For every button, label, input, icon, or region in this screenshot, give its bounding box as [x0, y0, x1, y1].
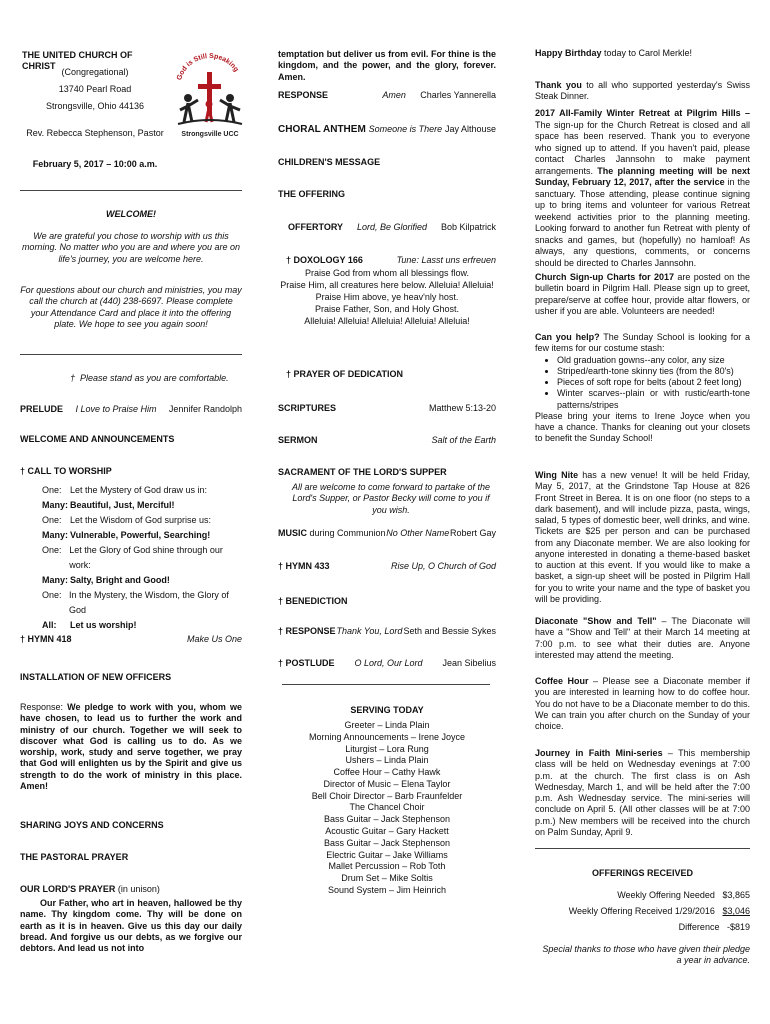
serving-item: Director of Music – Elena Taylor — [323, 778, 451, 789]
doxology-line: Alleluia! Alleluia! Alleluia! Alleluia! Alleluia! — [304, 315, 470, 326]
litany-line — [42, 498, 242, 513]
hymn433-title: Rise Up, O Church of God — [390, 561, 496, 571]
response2-composer: Seth and Bessie Sykes — [403, 626, 496, 636]
litany-text: Let the Wisdom of God surprise us: — [70, 515, 212, 526]
offertory-composer: Bob Kilpatrick — [440, 222, 496, 232]
litany-speaker: One: — [42, 515, 62, 526]
divider — [20, 354, 242, 355]
welcome-text: We are grateful you chose to worship with us this morning. No matter who you are and where you are on life's journey, you are welcome here. — [21, 231, 241, 264]
dedication-label: † PRAYER OF DEDICATION — [286, 369, 404, 379]
litany-speaker: One: — [42, 590, 62, 601]
sermon-title: Salt of the Earth — [431, 435, 496, 445]
litany-text: In the Mystery, the Wisdom, the Glory of God — [69, 590, 229, 616]
litany-text: Let the Glory of God shine through our work: — [69, 545, 223, 571]
coffee-hour-note: Coffee Hour – Please see a Diaconate member if you are interested in learning how to do coffee hour. You do not have to be a Diaconate member to do this. We can train you after church on the Sunday of your choice. — [535, 676, 751, 731]
help-item: • Old graduation gowns--any color, any size — [557, 355, 750, 366]
hymn418-label: † HYMN 418 — [20, 634, 72, 644]
welcome-questions: For questions about our church and ministries, you may call the church at (440) 238-6697. Please complete your Attendance Card and place it into the offering plate. We hope to see you again soon! — [20, 285, 242, 329]
church-name: THE UNITED CHURCH OF CHRIST — [22, 50, 133, 72]
offertory-label: OFFERTORY — [288, 222, 344, 232]
show-and-tell-note: Diaconate "Show and Tell" – The Diaconate will have a "Show and Tell" at their March 14 meeting at 7:00 p.m. to see what their duties are. Anyone interested may attend the meeting. — [535, 616, 750, 660]
anthem-title: Someone is There — [368, 124, 443, 134]
help-items — [535, 355, 750, 411]
litany-line — [42, 483, 242, 498]
litany-line — [42, 573, 242, 588]
church-denomination: (Congregational) — [61, 67, 129, 77]
postlude-row — [278, 658, 496, 669]
litany-speaker: Many: — [42, 575, 69, 586]
doxology-line: Praise Him above, ye heav'nly host. — [315, 291, 459, 302]
doxology-line: Praise Him, all creatures here below. Alleluia! Alleluia! — [280, 279, 494, 290]
scriptures-ref: Matthew 5:13-20 — [428, 403, 496, 413]
scriptures-row — [278, 403, 496, 414]
help-item: • Pieces of soft rope for belts (about 2 feet long) — [557, 377, 750, 388]
serving-item: Mallet Percussion – Rob Toth — [328, 861, 446, 872]
doxology-row — [286, 255, 496, 266]
offering-difference: Difference -$819 — [678, 922, 750, 932]
service-date: February 5, 2017 – 10:00 a.m. — [32, 159, 158, 169]
serving-item: Bell Choir Director – Barb Fraunfelder — [311, 790, 463, 801]
installation-response: Response: We pledge to work with you, whom we have chosen, to lead us to further the work and ministry of our church. Together we will seek to discover what God is calling us to do. As we worship, work, study and serve together, we pray that God will enlighten us by the Spirit and give us strength to do the work of ministry in this place. Amen! — [20, 702, 242, 791]
serving-heading: SERVING TODAY — [350, 705, 424, 715]
serving-item: Acoustic Guitar – Gary Hackett — [325, 826, 449, 837]
serving-item: Liturgist – Lora Rung — [345, 743, 429, 754]
hymn418-row — [20, 634, 242, 645]
anthem-label: CHORAL ANTHEM — [278, 124, 366, 135]
help-note: Can you help? The Sunday School is looking for a few items for our costume stash: • Old graduation gowns--any color, any size • Striped/earth-tone skinny ties (from the 80's) • Pieces of soft rope for belts (about 2 feet long) • Winter scarves--plain or with rustic/earth-tone patterns/stripes Please bring your items to Irene Joyce when you have a chance. Thanks for cleaning out your closets to benefit the Sunday School! — [535, 332, 750, 445]
serving-item: Bass Guitar – Jack Stephenson — [323, 814, 451, 825]
announcements-label: WELCOME AND ANNOUNCEMENTS — [20, 434, 175, 444]
logo-caption: Strongsville UCC — [181, 131, 239, 138]
litany-speaker: One: — [42, 545, 62, 556]
litany-line — [42, 513, 242, 528]
music-composer: Robert Gay — [449, 528, 496, 538]
journey-note: Journey in Faith Mini-series – This membership class will be held on Wednesday evenings at 7:00 p.m. at the church. The first class is on Ash Wednesday, March 1, and will be held after the 7:00 p.m. Ash Wednesday service. The mini-series will conclude on April 5. (All other classes will be at 7:00 p.m.) New members will be received into the church on Palm Sunday, April 9. — [535, 748, 750, 837]
litany-line — [42, 543, 242, 573]
church-city: Strongsville, Ohio 44136 — [45, 101, 145, 111]
benediction-label: † BENEDICTION — [278, 596, 348, 606]
installation-label: INSTALLATION OF NEW OFFICERS — [20, 672, 172, 682]
help-item: • Striped/earth-tone skinny ties (from the 80's) — [557, 366, 750, 377]
response-label: RESPONSE — [278, 90, 329, 100]
help-item: • Winter scarves--plain or with rustic/earth-tone patterns/stripes — [557, 388, 750, 411]
divider — [282, 684, 490, 685]
help-end: Please bring your items to Irene Joyce when you have a chance. Thanks for cleaning out your closets to benefit the Sunday School! — [535, 410, 750, 444]
wing-nite-note: Wing Nite has a new venue! It will be held Friday, May 5, 2017, at the Grindstone Tap House at 826 Front Street in Berea. It is on one floor (no steps to a dark basement), and will include pizza, pasta, wings, salad, 5 types of domestic beer, well drinks, and wine. Tickets are $25 per person and can be purchased from any Diaconate member. We are also looking for anyone interested in donating a theme-based basket to auction at this event. If you would like to make a basket, a sign-up sheet will be posted in Pilgrim Hall for you to write your name and the type of basket you will be providing. — [535, 470, 750, 604]
response-title: Amen — [382, 90, 406, 100]
doxology-label: † DOXOLOGY 166 — [286, 255, 363, 265]
music-label: MUSIC during Communion — [278, 528, 386, 538]
hymn433-label: † HYMN 433 — [278, 561, 330, 571]
litany-speaker: All: — [42, 620, 57, 631]
pastor-name: Rev. Rebecca Stephenson, Pastor — [26, 128, 164, 138]
lords-prayer-continued: temptation but deliver us from evil. For thine is the kingdom, and the power, and the glory, forever. Amen. — [278, 49, 496, 82]
response2-row — [278, 626, 496, 637]
postlude-label: † POSTLUDE — [278, 658, 335, 668]
music-row — [278, 528, 496, 539]
doxology-tune: Tune: Lasst uns erfreuen — [396, 255, 496, 265]
litany-speaker: One: — [42, 485, 62, 495]
litany-text: Salty, Bright and Good! — [70, 575, 170, 586]
sermon-row — [278, 435, 496, 446]
response-composer: Charles Yannerella — [420, 90, 496, 100]
doxology-line: Praise God from whom all blessings flow. — [304, 268, 470, 278]
sacrament-note: All are welcome to come forward to partake of the Lord's Supper, or Pastor Becky will come to you if you wish. — [291, 482, 491, 515]
church-logo-image — [170, 50, 250, 145]
doxology-text — [278, 268, 496, 328]
call-to-worship-label: † CALL TO WORSHIP — [20, 466, 112, 476]
sacrament-label: SACRAMENT OF THE LORD'S SUPPER — [278, 467, 447, 477]
response2-label: † RESPONSE — [278, 626, 336, 636]
serving-item: Sound System – Jim Heinrich — [327, 884, 447, 895]
prelude-row — [20, 404, 242, 415]
music-title: No Other Name — [386, 528, 450, 538]
litany-text: Let us worship! — [70, 620, 137, 631]
serving-list — [278, 720, 496, 897]
serving-item: Coffee Hour – Cathy Hawk — [333, 767, 441, 778]
response-row — [278, 90, 496, 101]
postlude-title: O Lord, Our Lord — [354, 658, 423, 668]
scriptures-label: SCRIPTURES — [278, 403, 337, 413]
offering-received: Weekly Offering Received 1/29/2016 $3,046 — [568, 906, 750, 916]
childrens-message-label: CHILDREN'S MESSAGE — [278, 157, 381, 167]
prelude-composer: Jennifer Randolph — [168, 404, 242, 414]
lords-prayer-label: OUR LORD'S PRAYER (in unison) — [20, 884, 160, 894]
birthday-note: Happy Birthday today to Carol Merkle! — [535, 48, 693, 58]
offertory-title: Lord, Be Glorified — [356, 222, 428, 232]
litany-text: Vulnerable, Powerful, Searching! — [70, 530, 211, 541]
serving-item: Greeter – Linda Plain — [344, 720, 430, 730]
call-to-worship-litany — [42, 483, 242, 633]
litany-line — [42, 618, 242, 633]
stand-note: † Please stand as you are comfortable. — [70, 373, 229, 383]
offerings-heading: OFFERINGS RECEIVED — [591, 868, 693, 878]
lords-prayer-text: Our Father, who art in heaven, hallowed be thy name. Thy kingdom come. Thy will be done on earth as it is in heaven. Give us this day our daily bread. And forgive us our debts, as we forgive our debtors. And lead us not into — [20, 898, 242, 953]
pledge-note: Special thanks to those who have given their pledge a year in advance. — [542, 944, 750, 966]
serving-item: Bass Guitar – Jack Stephenson — [323, 837, 451, 848]
svg-text:God is Still Speaking: God is Still Speaking — [176, 52, 240, 82]
divider — [20, 190, 242, 191]
sermon-label: SERMON — [278, 435, 318, 445]
pastoral-prayer-label: THE PASTORAL PRAYER — [20, 852, 129, 862]
joys-concerns-label: SHARING JOYS AND CONCERNS — [20, 820, 164, 830]
signup-note: Church Sign-up Charts for 2017 are posted on the bulletin board in Pilgrim Hall. Please sign up to greet, prepare/serve at coffee hour, provide altar flowers, or usher if you are able. Volunteers are needed! — [535, 272, 750, 316]
offertory-row — [288, 222, 496, 233]
welcome-heading: WELCOME! — [106, 209, 156, 219]
serving-item: Ushers – Linda Plain — [345, 755, 429, 766]
prelude-title: I Love to Praise Him — [75, 404, 157, 414]
litany-speaker: Many: — [42, 530, 69, 541]
offering-label: THE OFFERING — [278, 189, 345, 199]
postlude-composer: Jean Sibelius — [442, 658, 496, 668]
anthem-composer: Jay Althouse — [444, 124, 496, 134]
retreat-note: 2017 All-Family Winter Retreat at Pilgrim Hills – The sign-up for the Church Retreat is closed and all space has been reserved. Thank you to everyone who signed up to attend. If you haven't paid, please contact Charles Jannsohn to make payment arrangements. The planning meeting will be next Sunday, February 12, 2017, after the service in the sanctuary. Those attending, please continue signing up to bring items and volunteer for various Retreat weekend activities prior to the planning meeting. Looking forward to another fun Retreat with plenty of snacks and games, but (hopefully) no hamloaf! As always, any questions, comments, or concerns should be directed to Charles Jannsohn. — [535, 108, 751, 268]
divider — [535, 848, 750, 849]
serving-item: Morning Announcements – Irene Joyce — [308, 731, 466, 742]
hymn433-row — [278, 561, 496, 572]
church-logo — [170, 50, 250, 145]
litany-line — [42, 528, 242, 543]
litany-line — [42, 588, 242, 618]
serving-item: The Chancel Choir — [349, 802, 425, 813]
doxology-line: Praise Father, Son, and Holy Ghost. — [314, 303, 460, 314]
litany-text: Beautiful, Just, Merciful! — [70, 500, 175, 511]
offering-needed: Weekly Offering Needed $3,865 — [617, 890, 750, 900]
litany-text: Let the Mystery of God draw us in: — [70, 485, 208, 495]
hymn418-title: Make Us One — [186, 634, 242, 644]
anthem-row — [278, 124, 496, 137]
church-address: 13740 Pearl Road — [58, 84, 132, 94]
serving-item: Drum Set – Mike Soltis — [341, 873, 433, 884]
response2-title: Thank You, Lord — [336, 626, 403, 636]
thanks-note: Thank you to all who supported yesterday's Swiss Steak Dinner. — [535, 80, 750, 102]
prelude-label: PRELUDE — [20, 404, 64, 414]
serving-item: Electric Guitar – Jake Williams — [326, 849, 448, 860]
litany-speaker: Many: — [42, 500, 69, 511]
